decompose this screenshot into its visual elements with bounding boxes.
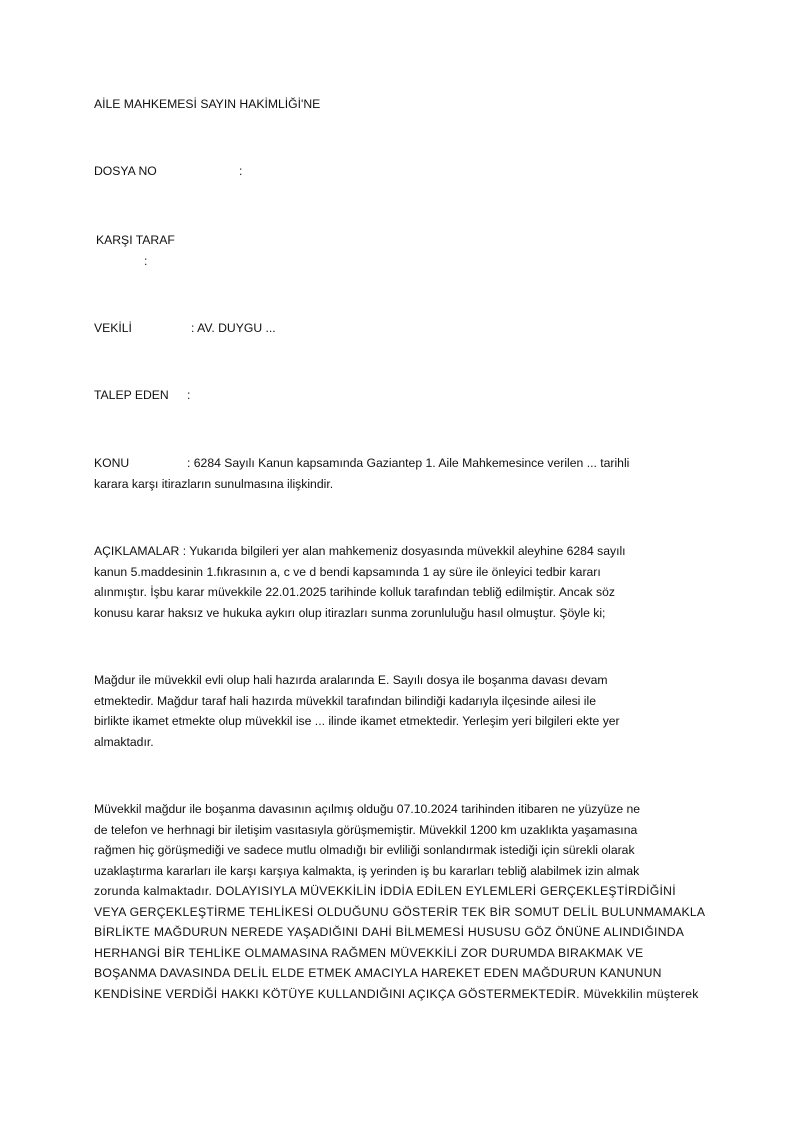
paragraph-3-line: rağmen hiç görüşmediği ve sadece mutlu olmadığı bir evliliği sonlandırmak istediği için sürekli olarak	[94, 843, 635, 857]
paragraph-3-line: zorunda kalmaktadır. DOLAYISIYLA MÜVEKKİLİN İDDİA EDİLEN EYLEMLERİ GERÇEKLEŞTİRDİĞİNİ	[94, 884, 676, 898]
court-heading: AİLE MAHKEMESİ SAYIN HAKİMLİĞİ'NE	[94, 97, 321, 111]
paragraph-2	[94, 670, 706, 752]
aciklamalar-line: konusu karar haksız ve hukuka aykırı olup itirazları sunma zorunluluğu hasıl olmuştur. Şöyle ki;	[94, 605, 606, 620]
talep-eden-label: TALEP EDEN	[94, 388, 169, 402]
paragraph-3-line: VEYA GERÇEKLEŞTİRME TEHLİKESİ OLDUĞUNU GÖSTERİR TEK BİR SOMUT DELİL BULUNMAMAKLA	[94, 904, 706, 919]
konu-line-1: : 6284 Sayılı Kanun kapsamında Gaziantep 1. Aile Mahkemesince verilen ... tarihli	[187, 456, 630, 470]
karsi-taraf-label: KARŞI TARAF	[96, 233, 175, 247]
aciklamalar-paragraph	[94, 541, 706, 623]
dosya-no-label: DOSYA NO	[94, 164, 157, 178]
paragraph-3-line: BİRLİKTE MAĞDURUN NEREDE YAŞADIĞINI DAHİ BİLMEMESİ HUSUSU GÖZ ÖNÜNE ALINDIĞINDA	[94, 925, 685, 939]
vekili-value: : AV. DUYGU ...	[191, 321, 276, 335]
paragraph-3	[94, 799, 706, 1004]
paragraph-2-line: almaktadır.	[94, 734, 154, 749]
talep-eden-separator: :	[187, 388, 191, 402]
paragraph-3-line: Müvekkil mağdur ile boşanma davasının açılmış olduğu 07.10.2024 tarihinden itibaren ne yüzyüze ne	[94, 802, 641, 816]
paragraph-2-line: birlikte ikamet etmekte olup müvekkil ise ... ilinde ikamet etmektedir. Yerleşim yeri bilgileri ekte yer	[94, 714, 620, 728]
konu-line-2: karara karşı itirazların sunulmasına ilişkindir.	[94, 477, 334, 491]
dosya-no-separator: :	[239, 164, 243, 178]
aciklamalar-line: alınmıştır. İşbu karar müvekkile 22.01.2025 tarihinde kolluk tarafından tebliğ edilmiştir. Ancak söz	[94, 585, 615, 599]
aciklamalar-line: kanun 5.maddesinin 1.fıkrasının a, c ve d bendi kapsamında 1 ay süre ile önleyici tedbir kararı	[94, 564, 601, 579]
vekili-label: VEKİLİ	[94, 321, 132, 335]
paragraph-2-line: Mağdur ile müvekkil evli olup hali hazırda aralarında E. Sayılı dosya ile boşanma davası devam	[94, 673, 608, 687]
karsi-taraf-separator: :	[144, 254, 148, 268]
aciklamalar-line: AÇIKLAMALAR : Yukarıda bilgileri yer alan mahkemeniz dosyasında müvekkil aleyhine 6284 sayılı	[94, 544, 626, 558]
paragraph-3-line: BOŞANMA DAVASINDA DELİL ELDE ETMEK AMACIYLA HAREKET EDEN MAĞDURUN KANUNUN	[94, 966, 662, 980]
konu-label: KONU	[94, 456, 130, 470]
paragraph-3-line: de telefon ve herhnagi bir iletişim vasıtasıyla görüşmemiştir. Müvekkil 1200 km uzaklıkta yaşamasına	[94, 822, 638, 837]
paragraph-3-line: HERHANGİ BİR TEHLİKE OLMAMASINA RAĞMEN MÜVEKKİLİ ZOR DURUMDA BIRAKMAK VE	[94, 945, 644, 960]
paragraph-3-line: uzaklaştırma kararları ile karşı karşıya kalmakta, iş yerinden iş bu kararları tebliğ alabilmek izin almak	[94, 863, 640, 878]
paragraph-2-line: etmektedir. Mağdur taraf hali hazırda müvekkil tarafından bilindiği kadarıyla ilçesinde ailesi ile	[94, 693, 596, 708]
paragraph-3-line: KENDİSİNE VERDİĞİ HAKKI KÖTÜYE KULLANDIĞINI AÇIKÇA GÖSTERMEKTEDİR. Müvekkilin müşterek	[94, 986, 699, 1001]
